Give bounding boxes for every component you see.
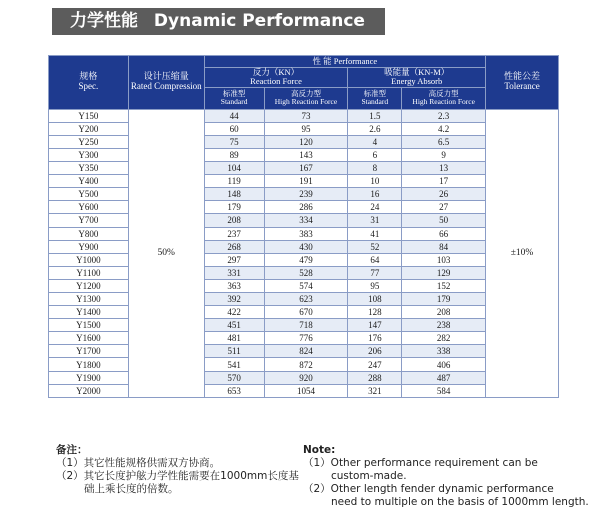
ea-high-cell: 66 [402,227,486,240]
ea-high-cell: 2.3 [402,109,486,122]
spec-cell: Y1000 [49,253,129,266]
rf-standard-cell: 89 [204,148,264,161]
note-cn-line: （2）其它长度护舷力学性能需要在1000mm长度基 [56,470,299,482]
table-row [49,109,559,122]
rf-standard-cell: 44 [204,109,264,122]
rf-standard-header: 标准型 Standard [204,87,264,109]
rf-standard-cell: 104 [204,162,264,175]
rf-high-cell: 95 [264,122,348,135]
ea-standard-cell: 41 [348,227,402,240]
energy-absorb-header: 吸能量（KN-M） Energy Absorb [348,68,486,88]
ea-standard-cell: 206 [348,345,402,358]
rated-compression-header: 设计压缩量 Rated Compression [128,56,204,110]
table-row [49,253,559,266]
notes-cn-heading: 备注： [56,444,88,456]
note-en-line: custom-made. [331,470,407,482]
ea-standard-cell: 31 [348,214,402,227]
ea-standard-cell: 24 [348,201,402,214]
table-row [49,135,559,148]
ea-standard-cell: 247 [348,358,402,371]
table-row [49,319,559,332]
rf-standard-cell: 392 [204,293,264,306]
ea-high-cell: 338 [402,345,486,358]
notes-en [303,444,595,509]
ea-standard-cell: 128 [348,306,402,319]
rf-standard-cell: 570 [204,371,264,384]
ea-high-cell: 6.5 [402,135,486,148]
table-row [49,214,559,227]
rf-high-cell: 334 [264,214,348,227]
performance-header: 性 能 Performance [204,56,485,68]
rf-standard-cell: 268 [204,240,264,253]
ea-standard-cell: 95 [348,279,402,292]
ea-standard-cell: 1.5 [348,109,402,122]
table-row [49,266,559,279]
spec-cell: Y1300 [49,293,129,306]
section-title [52,8,385,35]
ea-high-cell: 4.2 [402,122,486,135]
section-title-cn: 力学性能 [70,11,138,31]
rated-compression-cell: 50% [128,109,204,397]
ea-standard-cell: 64 [348,253,402,266]
ea-standard-cell: 108 [348,293,402,306]
ea-high-cell: 103 [402,253,486,266]
table-row [49,384,559,397]
notes-cn [56,444,306,496]
ea-high-header: 高反力型 High Reaction Force [402,87,486,109]
rf-standard-cell: 297 [204,253,264,266]
spec-cell: Y900 [49,240,129,253]
rf-standard-cell: 422 [204,306,264,319]
spec-cell: Y300 [49,148,129,161]
rf-standard-cell: 541 [204,358,264,371]
note-en-line: （1）Other performance requirement can be [303,457,538,469]
ea-high-cell: 27 [402,201,486,214]
rf-high-cell: 479 [264,253,348,266]
ea-high-cell: 487 [402,371,486,384]
spec-cell: Y200 [49,122,129,135]
rf-standard-cell: 451 [204,319,264,332]
rf-high-cell: 73 [264,109,348,122]
ea-standard-cell: 4 [348,135,402,148]
rf-standard-cell: 237 [204,227,264,240]
table-row [49,162,559,175]
rf-high-cell: 143 [264,148,348,161]
ea-high-cell: 406 [402,358,486,371]
spec-cell: Y1800 [49,358,129,371]
spec-cell: Y350 [49,162,129,175]
rf-standard-cell: 119 [204,175,264,188]
rf-standard-cell: 331 [204,266,264,279]
rf-standard-cell: 75 [204,135,264,148]
spec-cell: Y1200 [49,279,129,292]
ea-high-cell: 84 [402,240,486,253]
reaction-force-header: 反力（KN） Reaction Force [204,68,348,88]
rf-high-cell: 286 [264,201,348,214]
rf-high-cell: 528 [264,266,348,279]
ea-standard-cell: 10 [348,175,402,188]
notes-en-heading: Note: [303,444,336,456]
spec-cell: Y400 [49,175,129,188]
ea-high-cell: 238 [402,319,486,332]
rf-high-cell: 191 [264,175,348,188]
rf-high-cell: 430 [264,240,348,253]
rf-standard-cell: 60 [204,122,264,135]
table-row [49,371,559,384]
ea-high-cell: 9 [402,148,486,161]
tolerance-cell: ±10% [486,109,559,397]
rf-standard-cell: 179 [204,201,264,214]
table-row [49,175,559,188]
ea-standard-cell: 176 [348,332,402,345]
ea-high-cell: 584 [402,384,486,397]
spec-header: 规格 Spec. [49,56,129,110]
ea-high-cell: 208 [402,306,486,319]
ea-high-cell: 179 [402,293,486,306]
table-row [49,201,559,214]
spec-cell: Y1600 [49,332,129,345]
rf-high-cell: 776 [264,332,348,345]
rf-standard-cell: 148 [204,188,264,201]
spec-cell: Y1500 [49,319,129,332]
spec-cell: Y800 [49,227,129,240]
ea-high-cell: 13 [402,162,486,175]
spec-cell: Y2000 [49,384,129,397]
rf-high-cell: 718 [264,319,348,332]
rf-high-cell: 824 [264,345,348,358]
spec-cell: Y500 [49,188,129,201]
note-cn-line: （1）其它性能规格供需双方协商。 [56,457,221,469]
table-row [49,188,559,201]
rf-standard-cell: 208 [204,214,264,227]
ea-high-cell: 26 [402,188,486,201]
ea-standard-cell: 77 [348,266,402,279]
ea-high-cell: 129 [402,266,486,279]
table-row [49,227,559,240]
ea-standard-cell: 8 [348,162,402,175]
ea-standard-cell: 288 [348,371,402,384]
ea-standard-cell: 147 [348,319,402,332]
ea-standard-header: 标准型 Standard [348,87,402,109]
ea-standard-cell: 6 [348,148,402,161]
spec-cell: Y1700 [49,345,129,358]
rf-high-cell: 1054 [264,384,348,397]
note-cn-line: 础上乘长度的倍数。 [84,483,179,495]
spec-cell: Y700 [49,214,129,227]
ea-standard-cell: 52 [348,240,402,253]
spec-cell: Y1900 [49,371,129,384]
table-row [49,293,559,306]
rf-standard-cell: 363 [204,279,264,292]
spec-cell: Y1100 [49,266,129,279]
table-row [49,240,559,253]
ea-high-cell: 152 [402,279,486,292]
table-row [49,306,559,319]
rf-high-cell: 623 [264,293,348,306]
table-row [49,122,559,135]
table-row [49,332,559,345]
rf-standard-cell: 653 [204,384,264,397]
rf-high-header: 高反力型 High Reaction Force [264,87,348,109]
table-row [49,358,559,371]
ea-standard-cell: 321 [348,384,402,397]
rf-high-cell: 239 [264,188,348,201]
section-title-en: Dynamic Performance [153,11,365,31]
ea-standard-cell: 16 [348,188,402,201]
rf-high-cell: 920 [264,371,348,384]
rf-high-cell: 383 [264,227,348,240]
rf-high-cell: 167 [264,162,348,175]
table-row [49,279,559,292]
table-row [49,345,559,358]
rf-high-cell: 120 [264,135,348,148]
table-row [49,148,559,161]
ea-high-cell: 50 [402,214,486,227]
tolerance-header: 性能公差 Tolerance [486,56,559,110]
rf-high-cell: 872 [264,358,348,371]
spec-cell: Y1400 [49,306,129,319]
note-en-line: （2）Other length fender dynamic performance [303,483,554,495]
ea-standard-cell: 2.6 [348,122,402,135]
ea-high-cell: 17 [402,175,486,188]
ea-high-cell: 282 [402,332,486,345]
rf-standard-cell: 481 [204,332,264,345]
performance-table [48,55,559,398]
rf-high-cell: 670 [264,306,348,319]
spec-cell: Y250 [49,135,129,148]
rf-high-cell: 574 [264,279,348,292]
spec-cell: Y150 [49,109,129,122]
note-en-line: need to multiple on the basis of 1000mm length. [331,496,589,508]
spec-cell: Y600 [49,201,129,214]
rf-standard-cell: 511 [204,345,264,358]
